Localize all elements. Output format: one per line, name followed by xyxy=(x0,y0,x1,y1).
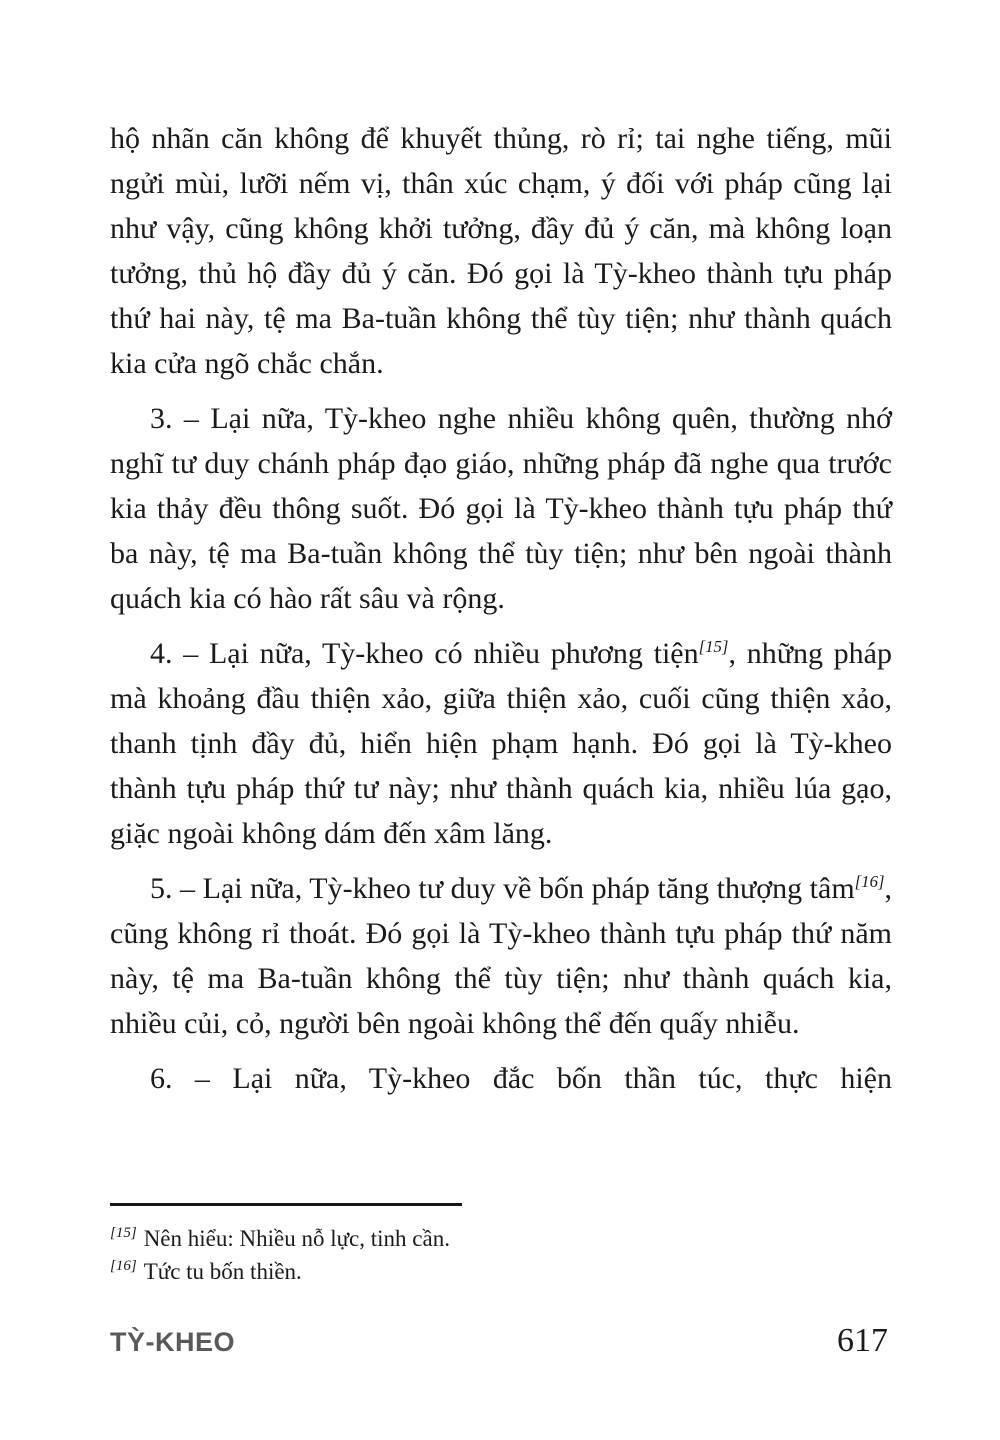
paragraph xyxy=(110,396,892,621)
paragraphs xyxy=(110,116,892,1101)
text-run: , những pháp mà khoảng đầu thiện xảo, giữa thiện xảo, cuối cũng thiện xảo, thanh tịnh đầy đủ, hiển hiện phạm hạnh. Đó gọi là Tỳ-kheo thành tựu pháp thứ tư này; như thành quách kia, nhiều lúa gạo, giặc ngoài không dám đến xâm lăng. xyxy=(110,637,893,850)
page-number: 617 xyxy=(837,1322,888,1359)
footnote-text: Tức tu bốn thiền. xyxy=(143,1259,302,1284)
text-run: 5. – Lại nữa, Tỳ-kheo tư duy về bốn pháp tăng thượng tâm xyxy=(150,872,855,905)
footnote xyxy=(110,1222,892,1255)
paragraph xyxy=(110,116,892,386)
page-footer xyxy=(110,1322,888,1360)
text-run: , cũng không rỉ thoát. Đó gọi là Tỳ-kheo thành tựu pháp thứ năm này, tệ ma Ba-tuần không thể tùy tiện; như thành quách kia, nhiều củi, cỏ, người bên ngoài không thể đến quấy nhiễu. xyxy=(110,872,892,1040)
text-run: 3. – Lại nữa, Tỳ-kheo nghe nhiều không quên, thường nhớ nghĩ tư duy chánh pháp đạo giáo, những pháp đã nghe qua trước kia thảy đều thông suốt. Đó gọi là Tỳ-kheo thành tựu pháp thứ ba này, tệ ma Ba-tuần không thể tùy tiện; như bên ngoài thành quách kia có hào rất sâu và rộng. xyxy=(110,402,892,615)
footnotes xyxy=(110,1222,892,1288)
footnote-marker: [15] xyxy=(110,1225,137,1242)
footnote-text: Nên hiểu: Nhiều nỗ lực, tinh cần. xyxy=(143,1226,450,1251)
footnote-divider xyxy=(110,1203,462,1206)
footnote-block xyxy=(110,1203,892,1288)
text-run: 4. – Lại nữa, Tỳ-kheo có nhiều phương tiện xyxy=(150,637,699,670)
body-text-block xyxy=(110,116,892,1111)
footnote xyxy=(110,1255,892,1288)
footnote-marker: [16] xyxy=(110,1258,137,1275)
paragraph xyxy=(110,631,892,856)
paragraph xyxy=(110,866,892,1046)
footnote-reference: [15] xyxy=(698,637,729,656)
text-run: 6. – Lại nữa, Tỳ-kheo đắc bốn thần túc, thực hiện xyxy=(150,1062,892,1095)
footnote-reference: [16] xyxy=(854,872,885,891)
text-run: hộ nhãn căn không để khuyết thủng, rò rỉ; tai nghe tiếng, mũi ngửi mùi, lưỡi nếm vị, thân xúc chạm, ý đối với pháp cũng lại như vậy, cũng không khởi tưởng, đầy đủ ý căn, mà không loạn tưởng, thủ hộ đầy đủ ý căn. Đó gọi là Tỳ-kheo thành tựu pháp thứ hai này, tệ ma Ba-tuần không thể tùy tiện; như thành quách kia cửa ngõ chắc chắn. xyxy=(110,122,892,380)
paragraph xyxy=(110,1056,892,1101)
running-title: TỲ-KHEO xyxy=(110,1327,235,1357)
